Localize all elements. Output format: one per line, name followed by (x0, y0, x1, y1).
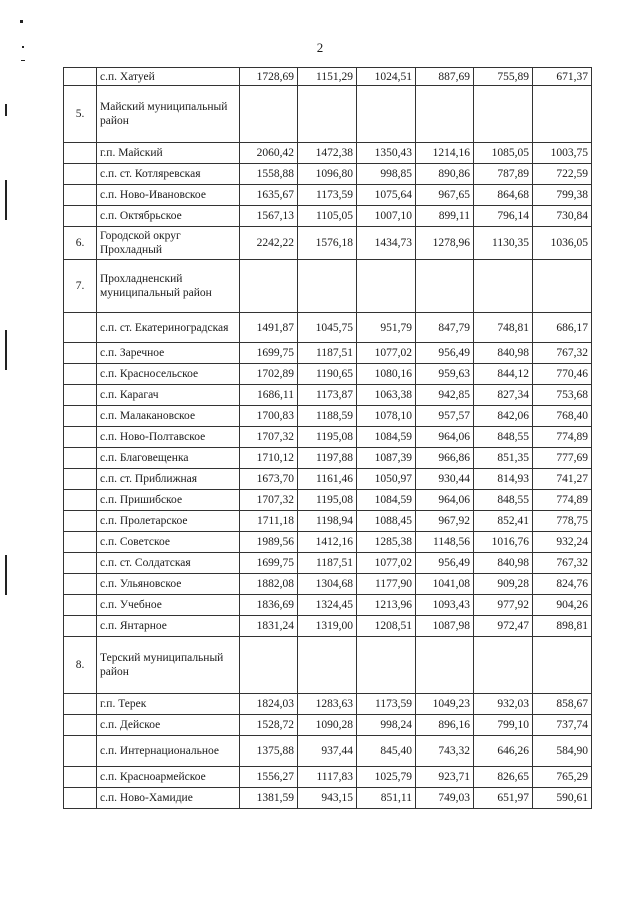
scan-margin-mark (22, 46, 24, 48)
settlement-name-cell: г.п. Терек (97, 694, 240, 715)
value-cell: 1831,24 (240, 616, 298, 637)
value-cell: 942,85 (416, 385, 474, 406)
value-cell: 1882,08 (240, 574, 298, 595)
table-row (64, 715, 592, 736)
value-cell: 848,55 (474, 427, 533, 448)
value-cell: 1278,96 (416, 227, 474, 260)
value-cell: 796,14 (474, 206, 533, 227)
value-cell: 972,47 (474, 616, 533, 637)
value-cell: 1090,28 (298, 715, 357, 736)
row-number-cell (64, 206, 97, 227)
table-row (64, 694, 592, 715)
value-cell: 1080,16 (357, 364, 416, 385)
value-cell: 748,81 (474, 313, 533, 343)
value-cell: 1699,75 (240, 343, 298, 364)
value-cell: 847,79 (416, 313, 474, 343)
value-cell (357, 260, 416, 313)
value-cell: 768,40 (533, 406, 592, 427)
value-cell: 1350,43 (357, 143, 416, 164)
row-number-cell (64, 143, 97, 164)
row-number-cell (64, 694, 97, 715)
value-cell: 842,06 (474, 406, 533, 427)
table-row (64, 385, 592, 406)
value-cell: 1989,56 (240, 532, 298, 553)
settlement-name-cell: с.п. Благовещенка (97, 448, 240, 469)
value-cell: 743,32 (416, 736, 474, 767)
value-cell: 1187,51 (298, 343, 357, 364)
row-number-cell (64, 343, 97, 364)
table-row (64, 406, 592, 427)
row-number-cell (64, 406, 97, 427)
value-cell: 827,34 (474, 385, 533, 406)
value-cell: 1084,59 (357, 490, 416, 511)
row-number-cell (64, 490, 97, 511)
value-cell (416, 637, 474, 694)
settlement-name-cell: Майский муниципальный район (97, 86, 240, 143)
value-cell: 1161,46 (298, 469, 357, 490)
row-number-cell (64, 427, 97, 448)
value-cell: 904,26 (533, 595, 592, 616)
settlement-name-cell: с.п. Ново-Ивановское (97, 185, 240, 206)
value-cell: 1699,75 (240, 553, 298, 574)
value-cell: 890,86 (416, 164, 474, 185)
value-cell (416, 260, 474, 313)
value-cell: 730,84 (533, 206, 592, 227)
value-cell: 1087,98 (416, 616, 474, 637)
row-number-cell (64, 616, 97, 637)
settlement-name-cell: с.п. Ново-Полтавское (97, 427, 240, 448)
value-cell: 770,46 (533, 364, 592, 385)
value-cell: 1728,69 (240, 68, 298, 86)
value-cell (474, 86, 533, 143)
table-row (64, 574, 592, 595)
table-row (64, 511, 592, 532)
table-row (64, 260, 592, 313)
value-cell: 1576,18 (298, 227, 357, 260)
table-row (64, 185, 592, 206)
value-cell: 1130,35 (474, 227, 533, 260)
value-cell: 814,93 (474, 469, 533, 490)
value-cell: 1151,29 (298, 68, 357, 86)
page-number: 2 (316, 40, 324, 55)
settlement-name-cell: с.п. Заречное (97, 343, 240, 364)
table-row (64, 595, 592, 616)
settlement-name-cell: Прохладненский муниципальный район (97, 260, 240, 313)
table-row (64, 364, 592, 385)
value-cell: 909,28 (474, 574, 533, 595)
value-cell: 1319,00 (298, 616, 357, 637)
value-cell: 1375,88 (240, 736, 298, 767)
value-cell: 840,98 (474, 553, 533, 574)
table-row (64, 313, 592, 343)
value-cell: 1556,27 (240, 767, 298, 788)
value-cell (357, 86, 416, 143)
value-cell: 755,89 (474, 68, 533, 86)
value-cell: 959,63 (416, 364, 474, 385)
value-cell: 737,74 (533, 715, 592, 736)
value-cell (474, 637, 533, 694)
value-cell: 1096,80 (298, 164, 357, 185)
value-cell: 1673,70 (240, 469, 298, 490)
value-cell: 848,55 (474, 490, 533, 511)
value-cell: 1050,97 (357, 469, 416, 490)
value-cell: 765,29 (533, 767, 592, 788)
value-cell: 2242,22 (240, 227, 298, 260)
settlement-name-cell: с.п. Красносельское (97, 364, 240, 385)
table-row (64, 490, 592, 511)
settlement-name-cell: с.п. Хатуей (97, 68, 240, 86)
value-cell: 646,26 (474, 736, 533, 767)
value-cell: 1173,59 (357, 694, 416, 715)
value-cell: 1412,16 (298, 532, 357, 553)
settlement-name-cell: с.п. Ново-Хамидие (97, 788, 240, 809)
value-cell: 932,03 (474, 694, 533, 715)
value-cell: 967,92 (416, 511, 474, 532)
settlement-name-cell: с.п. ст. Солдатская (97, 553, 240, 574)
row-number-cell (64, 164, 97, 185)
table-row (64, 68, 592, 86)
value-cell: 1711,18 (240, 511, 298, 532)
value-cell: 1214,16 (416, 143, 474, 164)
value-cell: 824,76 (533, 574, 592, 595)
value-cell: 749,03 (416, 788, 474, 809)
value-cell: 1077,02 (357, 343, 416, 364)
value-cell: 1195,08 (298, 490, 357, 511)
value-cell: 1702,89 (240, 364, 298, 385)
value-cell: 1558,88 (240, 164, 298, 185)
value-cell (533, 260, 592, 313)
value-cell: 898,81 (533, 616, 592, 637)
value-cell: 840,98 (474, 343, 533, 364)
settlement-name-cell: с.п. Ульяновское (97, 574, 240, 595)
value-cell: 998,85 (357, 164, 416, 185)
value-cell: 1078,10 (357, 406, 416, 427)
value-cell: 1190,65 (298, 364, 357, 385)
value-cell: 1528,72 (240, 715, 298, 736)
settlement-name-cell: с.п. Интернациональное (97, 736, 240, 767)
row-number-cell (64, 715, 97, 736)
settlement-name-cell: с.п. Пролетарское (97, 511, 240, 532)
value-cell (298, 637, 357, 694)
row-number-cell (64, 736, 97, 767)
row-number-cell (64, 448, 97, 469)
table-row (64, 143, 592, 164)
value-cell: 1188,59 (298, 406, 357, 427)
row-number-cell: 8. (64, 637, 97, 694)
value-cell: 1472,38 (298, 143, 357, 164)
value-cell (298, 86, 357, 143)
value-cell: 686,17 (533, 313, 592, 343)
value-cell: 1173,87 (298, 385, 357, 406)
value-cell: 774,89 (533, 490, 592, 511)
value-cell: 1041,08 (416, 574, 474, 595)
table-row (64, 553, 592, 574)
value-cell: 1381,59 (240, 788, 298, 809)
value-cell: 1187,51 (298, 553, 357, 574)
scan-margin-mark (5, 330, 7, 370)
value-cell: 1084,59 (357, 427, 416, 448)
value-cell: 844,12 (474, 364, 533, 385)
value-cell: 852,41 (474, 511, 533, 532)
value-cell: 1148,56 (416, 532, 474, 553)
value-cell: 1049,23 (416, 694, 474, 715)
value-cell (357, 637, 416, 694)
settlement-name-cell: Терский муниципальный район (97, 637, 240, 694)
settlement-name-cell: с.п. Янтарное (97, 616, 240, 637)
value-cell: 1195,08 (298, 427, 357, 448)
row-number-cell (64, 364, 97, 385)
value-cell: 1197,88 (298, 448, 357, 469)
value-cell: 826,65 (474, 767, 533, 788)
value-cell: 967,65 (416, 185, 474, 206)
scan-margin-mark (5, 180, 7, 220)
value-cell: 1085,05 (474, 143, 533, 164)
value-cell: 1105,05 (298, 206, 357, 227)
row-number-cell (64, 68, 97, 86)
value-cell: 899,11 (416, 206, 474, 227)
settlement-name-cell: с.п. Пришибское (97, 490, 240, 511)
value-cell (533, 637, 592, 694)
value-cell: 896,16 (416, 715, 474, 736)
value-cell: 1024,51 (357, 68, 416, 86)
value-cell (240, 86, 298, 143)
table-row (64, 637, 592, 694)
value-cell: 956,49 (416, 343, 474, 364)
value-cell: 1025,79 (357, 767, 416, 788)
value-cell: 977,92 (474, 595, 533, 616)
row-number-cell (64, 788, 97, 809)
value-cell: 864,68 (474, 185, 533, 206)
table-row (64, 164, 592, 185)
value-cell: 887,69 (416, 68, 474, 86)
value-cell: 930,44 (416, 469, 474, 490)
settlement-name-cell: г.п. Майский (97, 143, 240, 164)
table-row (64, 86, 592, 143)
row-number-cell (64, 595, 97, 616)
value-cell: 851,11 (357, 788, 416, 809)
settlement-name-cell: с.п. ст. Приближная (97, 469, 240, 490)
row-number-cell (64, 385, 97, 406)
value-cell: 799,38 (533, 185, 592, 206)
table-row (64, 736, 592, 767)
value-cell: 1045,75 (298, 313, 357, 343)
tariff-table (63, 67, 592, 809)
settlement-name-cell: с.п. Октябрьское (97, 206, 240, 227)
value-cell: 1283,63 (298, 694, 357, 715)
value-cell (240, 260, 298, 313)
value-cell: 767,32 (533, 553, 592, 574)
value-cell: 1088,45 (357, 511, 416, 532)
row-number-cell (64, 532, 97, 553)
value-cell: 1077,02 (357, 553, 416, 574)
table-row (64, 767, 592, 788)
value-cell: 845,40 (357, 736, 416, 767)
value-cell: 1635,67 (240, 185, 298, 206)
table-row (64, 206, 592, 227)
value-cell: 1707,32 (240, 490, 298, 511)
value-cell: 584,90 (533, 736, 592, 767)
row-number-cell (64, 313, 97, 343)
row-number-cell (64, 469, 97, 490)
row-number-cell (64, 553, 97, 574)
settlement-name-cell: с.п. Учебное (97, 595, 240, 616)
value-cell: 1007,10 (357, 206, 416, 227)
value-cell: 1567,13 (240, 206, 298, 227)
value-cell: 956,49 (416, 553, 474, 574)
value-cell: 799,10 (474, 715, 533, 736)
value-cell: 966,86 (416, 448, 474, 469)
table-body (64, 68, 592, 809)
value-cell: 651,97 (474, 788, 533, 809)
value-cell: 1836,69 (240, 595, 298, 616)
value-cell: 1003,75 (533, 143, 592, 164)
scan-margin-mark (20, 20, 23, 23)
value-cell: 1208,51 (357, 616, 416, 637)
row-number-cell: 5. (64, 86, 97, 143)
value-cell: 1016,76 (474, 532, 533, 553)
row-number-cell (64, 767, 97, 788)
value-cell: 1491,87 (240, 313, 298, 343)
value-cell: 951,79 (357, 313, 416, 343)
settlement-name-cell: с.п. ст. Екатериноградская (97, 313, 240, 343)
value-cell (533, 86, 592, 143)
value-cell: 590,61 (533, 788, 592, 809)
value-cell: 2060,42 (240, 143, 298, 164)
settlement-name-cell: с.п. Карагач (97, 385, 240, 406)
settlement-name-cell: с.п. Красноармейское (97, 767, 240, 788)
value-cell: 1707,32 (240, 427, 298, 448)
value-cell: 1324,45 (298, 595, 357, 616)
value-cell: 1117,83 (298, 767, 357, 788)
value-cell: 964,06 (416, 427, 474, 448)
table-row (64, 469, 592, 490)
value-cell (416, 86, 474, 143)
value-cell: 932,24 (533, 532, 592, 553)
value-cell: 1434,73 (357, 227, 416, 260)
value-cell: 1173,59 (298, 185, 357, 206)
table-row (64, 616, 592, 637)
value-cell: 1087,39 (357, 448, 416, 469)
table-row (64, 227, 592, 260)
value-cell: 1036,05 (533, 227, 592, 260)
value-cell: 998,24 (357, 715, 416, 736)
value-cell: 957,57 (416, 406, 474, 427)
value-cell: 767,32 (533, 343, 592, 364)
table-row (64, 427, 592, 448)
row-number-cell (64, 574, 97, 595)
value-cell: 964,06 (416, 490, 474, 511)
row-number-cell (64, 511, 97, 532)
value-cell: 1285,38 (357, 532, 416, 553)
value-cell: 923,71 (416, 767, 474, 788)
settlement-name-cell: с.п. ст. Котляревская (97, 164, 240, 185)
value-cell: 851,35 (474, 448, 533, 469)
value-cell: 722,59 (533, 164, 592, 185)
value-cell: 777,69 (533, 448, 592, 469)
value-cell: 1177,90 (357, 574, 416, 595)
value-cell: 753,68 (533, 385, 592, 406)
value-cell: 741,27 (533, 469, 592, 490)
scan-margin-mark (5, 104, 7, 116)
settlement-name-cell: с.п. Советское (97, 532, 240, 553)
row-number-cell: 7. (64, 260, 97, 313)
value-cell: 787,89 (474, 164, 533, 185)
value-cell: 774,89 (533, 427, 592, 448)
value-cell (240, 637, 298, 694)
table-row (64, 532, 592, 553)
value-cell: 1710,12 (240, 448, 298, 469)
value-cell: 671,37 (533, 68, 592, 86)
row-number-cell (64, 185, 97, 206)
value-cell: 778,75 (533, 511, 592, 532)
value-cell: 937,44 (298, 736, 357, 767)
scan-margin-mark (5, 555, 7, 595)
table-row (64, 448, 592, 469)
value-cell: 1093,43 (416, 595, 474, 616)
value-cell: 943,15 (298, 788, 357, 809)
value-cell: 858,67 (533, 694, 592, 715)
table-row (64, 343, 592, 364)
settlement-name-cell: с.п. Малакановское (97, 406, 240, 427)
value-cell: 1700,83 (240, 406, 298, 427)
scan-margin-mark (21, 60, 25, 61)
value-cell: 1198,94 (298, 511, 357, 532)
value-cell (298, 260, 357, 313)
value-cell: 1824,03 (240, 694, 298, 715)
value-cell: 1686,11 (240, 385, 298, 406)
value-cell: 1075,64 (357, 185, 416, 206)
value-cell: 1304,68 (298, 574, 357, 595)
value-cell: 1213,96 (357, 595, 416, 616)
settlement-name-cell: Городской округ Прохладный (97, 227, 240, 260)
settlement-name-cell: с.п. Дейское (97, 715, 240, 736)
value-cell (474, 260, 533, 313)
table-row (64, 788, 592, 809)
value-cell: 1063,38 (357, 385, 416, 406)
row-number-cell: 6. (64, 227, 97, 260)
